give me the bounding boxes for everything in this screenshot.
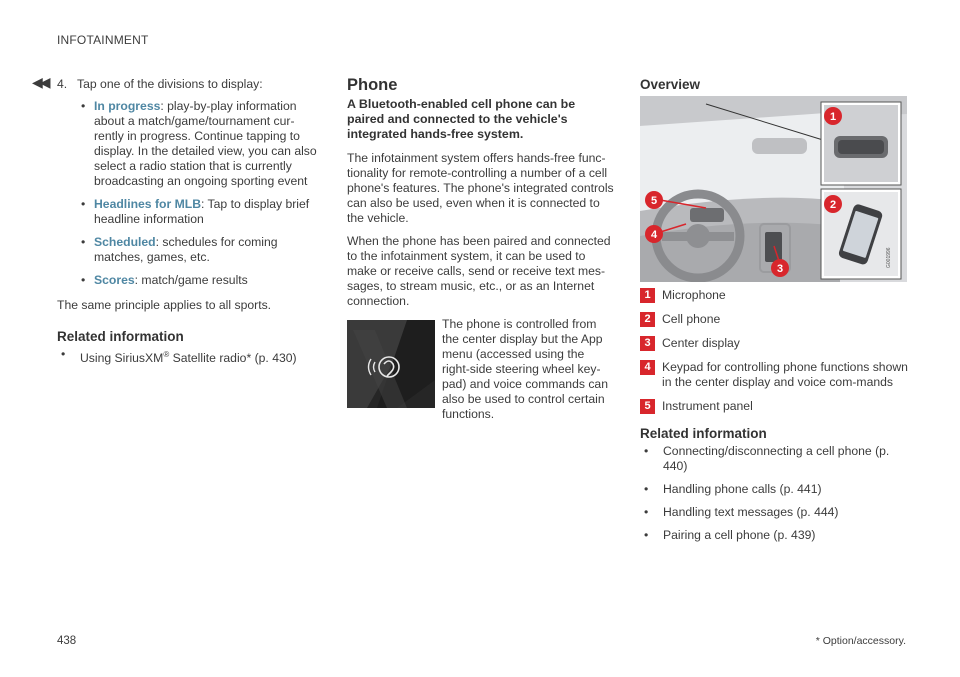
step-text: Tap one of the divisions to display:: [77, 77, 263, 91]
back-arrows-icon[interactable]: ◀◀: [32, 74, 48, 90]
overview-heading: Overview: [640, 77, 701, 92]
legend-item: [640, 336, 908, 351]
related-heading: Related information: [640, 426, 767, 441]
link-text: Using SiriusXM: [80, 351, 164, 366]
column-overview: [640, 77, 908, 551]
legend-number: 3: [640, 336, 655, 351]
callout-3-label: 3: [776, 263, 784, 275]
phone-paragraph-1: The infotainment system offers hands-free func-tionality for remote-controlling a number of a cell phone's features. The phone's integrated controls can also be used, even when it is connected to the vehicle.: [347, 151, 614, 225]
steering-wheel-voice-icon: [347, 320, 435, 408]
bullet-text: : play-by-play information about a match/game/tournament cur-rently in progress. Continue tapping to display. In the detailed view, you can also select a radio station that is currently broadcasting an ongoing sporting event: [94, 99, 317, 188]
dashboard-figure: [640, 96, 907, 282]
bullet-text: : Tap to display brief headline information: [94, 197, 310, 226]
phone-lead: A Bluetooth-enabled cell phone can be paired and connected to the vehicle's integrated hands-free system.: [347, 97, 576, 141]
step-number: 4.: [57, 77, 68, 91]
phone-heading: Phone: [347, 76, 398, 94]
footnote: * Option/accessory.: [815, 635, 906, 647]
legend-item: [640, 312, 908, 327]
callout-1-label: 1: [829, 111, 837, 123]
legend-item: [640, 360, 908, 390]
voice-button-image: [347, 320, 435, 408]
list-item: [57, 99, 317, 189]
callout-4-label: 4: [650, 229, 658, 241]
related-link-calls[interactable]: • Handling phone calls (p. 441): [640, 482, 908, 497]
list-item: [57, 235, 317, 265]
callout-2-label: 2: [829, 199, 837, 211]
term-scheduled: Scheduled: [94, 235, 156, 249]
legend-text: Instrument panel: [662, 399, 753, 413]
related-link-text-messages[interactable]: • Handling text messages (p. 444): [640, 505, 908, 520]
section-header: INFOTAINMENT: [57, 33, 149, 47]
dashboard-illustration: [640, 96, 907, 282]
related-heading: Related information: [57, 329, 184, 344]
callout-5-label: 5: [650, 195, 658, 207]
legend-text: Cell phone: [662, 312, 721, 326]
legend-number: 4: [640, 360, 655, 375]
column-phone: [347, 77, 615, 422]
registered-mark: ®: [163, 350, 170, 359]
division-list: [57, 99, 317, 288]
term-in-progress: In progress: [94, 99, 161, 113]
phone-paragraph-3: The phone is controlled from the center display but the App menu (accessed using the right-side steering wheel key-pad) and voice commands can also be used to control certain functions.: [442, 317, 608, 421]
legend-number: 1: [640, 288, 655, 303]
legend-text: Keypad for controlling phone functions shown in the center display and voice com-mands: [662, 360, 908, 389]
legend-text: Center display: [662, 336, 740, 350]
related-link-connecting[interactable]: • Connecting/disconnecting a cell phone (p. 440): [640, 444, 908, 474]
figure-code: G001996: [886, 247, 892, 268]
list-item: [57, 197, 317, 227]
legend-text: Microphone: [662, 288, 726, 302]
bullet-text: : schedules for coming matches, games, etc.: [94, 235, 278, 264]
link-text: Satellite radio* (p. 430): [169, 351, 297, 366]
related-link-pairing[interactable]: • Pairing a cell phone (p. 439): [640, 528, 908, 543]
bullet-text: : match/game results: [134, 273, 248, 287]
phone-paragraph-2: When the phone has been paired and connected to the infotainment system, it can be used to make or receive calls, send or receive text mes-sages, to stream music, etc., or as an Internet connection.: [347, 234, 611, 308]
legend-item: [640, 288, 908, 303]
wheel-keypad-section: [347, 317, 615, 422]
legend-number: 5: [640, 399, 655, 414]
term-scores: Scores: [94, 273, 135, 287]
legend-item: [640, 399, 908, 414]
related-link-siriusxm[interactable]: [57, 347, 317, 366]
legend-number: 2: [640, 312, 655, 327]
list-item: [57, 273, 317, 288]
column-sports: [57, 77, 317, 374]
principle-text: The same principle applies to all sports.: [57, 298, 272, 312]
figure-legend: [640, 288, 908, 414]
step-4: [57, 77, 317, 92]
page-number: 438: [57, 635, 77, 647]
term-headlines: Headlines for MLB: [94, 197, 201, 211]
